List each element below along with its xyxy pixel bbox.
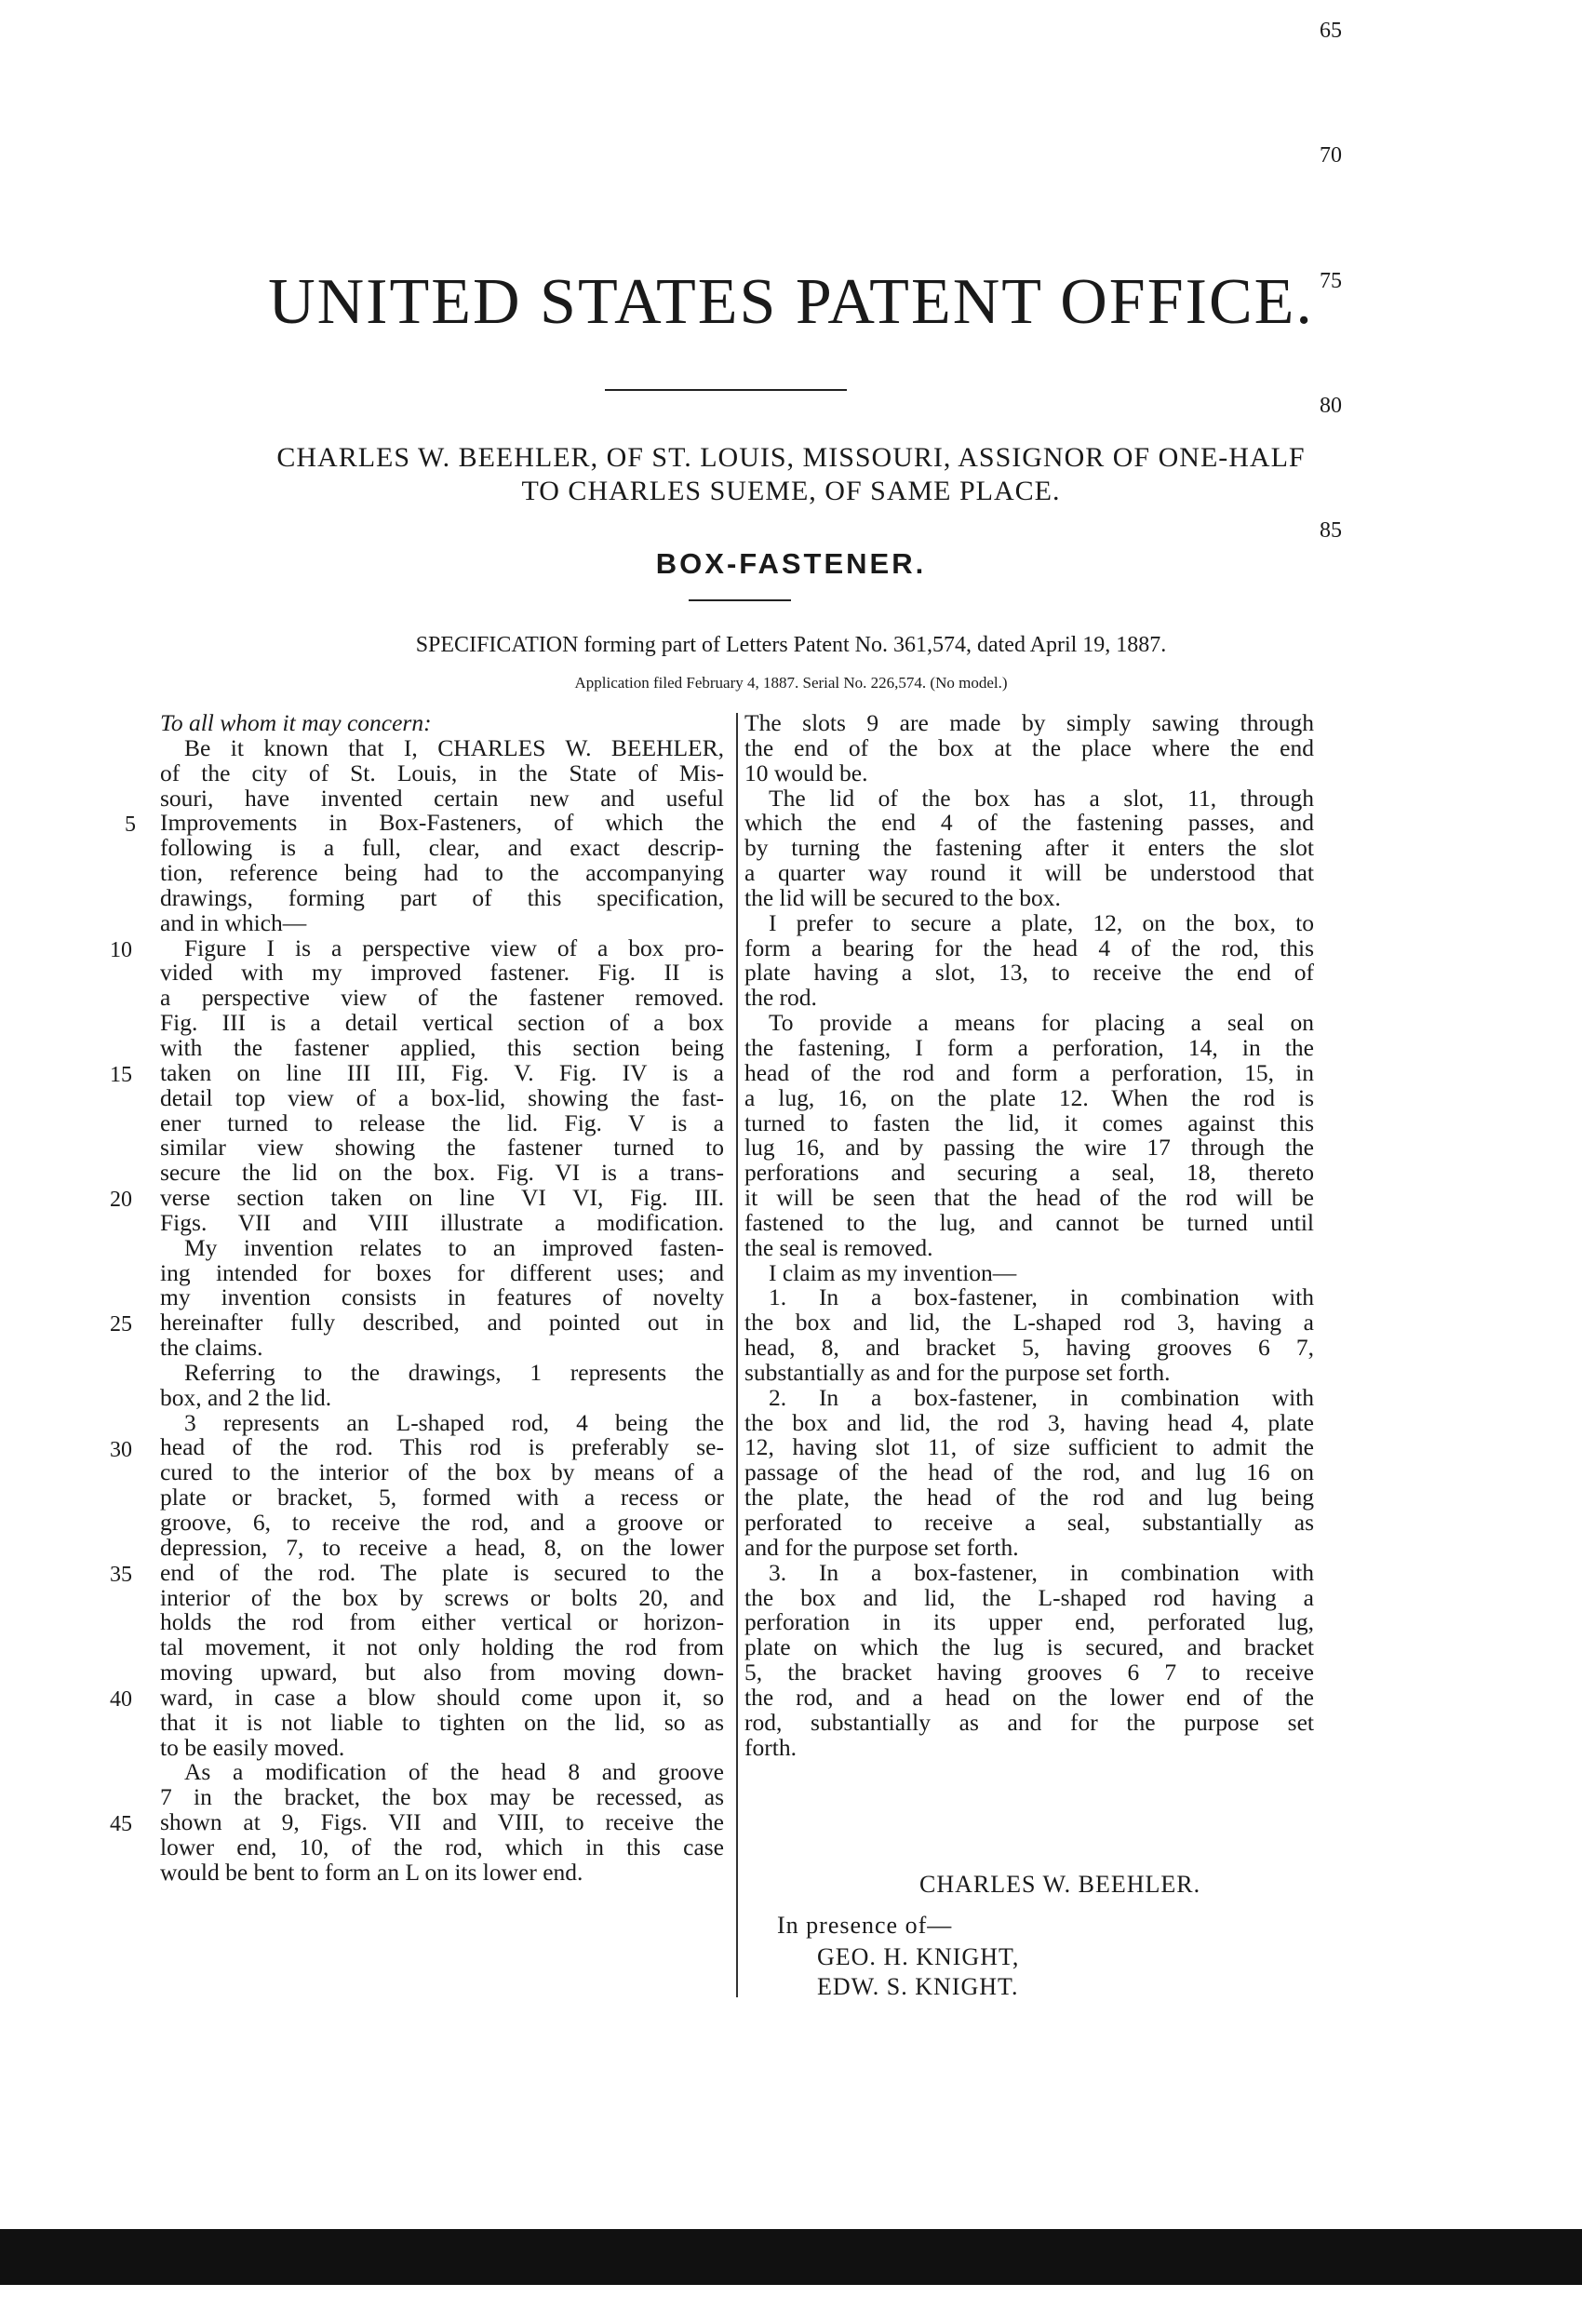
application-line: Application filed February 4, 1887. Serial No. 226,574. (No model.) bbox=[574, 674, 1008, 692]
text-line: shown at 9, Figs. VII and VIII, to receive the bbox=[160, 1808, 724, 1836]
text-line: lug 16, and by passing the wire 17 through the bbox=[744, 1134, 1314, 1162]
text-line: 1. In a box-fastener, in combination with bbox=[769, 1283, 1314, 1311]
patent-subject: BOX-FASTENER. bbox=[655, 547, 927, 580]
text-line: plate or bracket, 5, formed with a recess or bbox=[160, 1484, 724, 1511]
text-line: To provide a means for placing a seal on bbox=[769, 1009, 1314, 1037]
text-line: following is a full, clear, and exact descrip- bbox=[160, 834, 724, 862]
text-line: holds the rod from either vertical or horizon- bbox=[160, 1608, 724, 1636]
text-line: 3 represents an L-shaped rod, 4 being the bbox=[184, 1408, 724, 1436]
text-line: my invention consists in features of novelty bbox=[160, 1283, 724, 1311]
text-line: vided with my improved fastener. Fig. II is bbox=[160, 959, 724, 987]
text-line: head, 8, and bracket 5, having grooves 6 7, bbox=[744, 1334, 1314, 1362]
text-line: a lug, 16, on the plate 12. When the rod is bbox=[744, 1083, 1314, 1111]
line-number: 10 bbox=[110, 937, 132, 962]
text-line: the box and lid, the L-shaped rod 3, having a bbox=[744, 1309, 1314, 1337]
text-line: ing intended for boxes for different uses; and bbox=[160, 1258, 724, 1286]
text-line: perforation in its upper end, perforated lug, bbox=[744, 1608, 1314, 1636]
text-line: perforations and securing a seal, 18, thereto bbox=[744, 1159, 1314, 1187]
text-line: 12, having slot 11, of size sufficient to admit the bbox=[744, 1433, 1314, 1461]
text-line: The slots 9 are made by simply sawing through bbox=[744, 709, 1314, 736]
text-line: Improvements in Box-Fasteners, of which the bbox=[160, 809, 724, 837]
text-line: the claims. bbox=[160, 1334, 263, 1362]
text-line: Fig. III is a detail vertical section of a box bbox=[160, 1009, 724, 1037]
text-line: it will be seen that the head of the rod will be bbox=[744, 1184, 1314, 1212]
text-line: the box and lid, the L-shaped rod having a bbox=[744, 1583, 1314, 1611]
text-line: that it is not liable to tighten on the lid, so as bbox=[160, 1708, 724, 1736]
text-line: the box and lid, the rod 3, having head 4, plate bbox=[744, 1408, 1314, 1436]
text-line: head of the rod. This rod is preferably se- bbox=[160, 1433, 724, 1461]
text-line: The lid of the box has a slot, 11, through bbox=[769, 784, 1314, 812]
text-line: secure the lid on the box. Fig. VI is a trans- bbox=[160, 1159, 724, 1187]
inventor-line-2: TO CHARLES SUEME, OF SAME PLACE. bbox=[521, 476, 1061, 506]
text-line: Figs. VII and VIII illustrate a modification. bbox=[160, 1208, 724, 1236]
text-line: Referring to the drawings, 1 represents the bbox=[184, 1358, 724, 1386]
text-line: To all whom it may concern: bbox=[160, 709, 432, 736]
line-number: 30 bbox=[110, 1437, 132, 1462]
signature-name: CHARLES W. BEEHLER. bbox=[919, 1871, 1201, 1898]
text-line: a perspective view of the fastener removed. bbox=[160, 984, 724, 1012]
text-line: turned to fasten the lid, it comes against this bbox=[744, 1108, 1314, 1136]
scan-edge-band bbox=[0, 2229, 1582, 2285]
text-line: perforated to receive a seal, substantially as bbox=[744, 1509, 1314, 1536]
inventor-block bbox=[140, 441, 1442, 508]
text-line: the seal is removed. bbox=[744, 1233, 933, 1261]
text-line: tal movement, it not only holding the rod from bbox=[160, 1633, 724, 1661]
text-line: 5, the bracket having grooves 6 7 to receive bbox=[744, 1659, 1314, 1686]
text-line: to be easily moved. bbox=[160, 1733, 345, 1761]
text-line: by turning the fastening after it enters the slot bbox=[744, 834, 1314, 862]
witness-1: GEO. H. KNIGHT, bbox=[817, 1943, 1020, 1970]
text-line: plate on which the lug is secured, and bracket bbox=[744, 1633, 1314, 1661]
text-line: Figure I is a perspective view of a box pro- bbox=[184, 934, 724, 961]
text-line: 7 in the bracket, the box may be recessed, as bbox=[160, 1783, 724, 1811]
text-line: the rod, and a head on the lower end of the bbox=[744, 1683, 1314, 1711]
text-line: and in which— bbox=[160, 908, 307, 936]
right-column bbox=[744, 711, 1314, 1760]
text-line: rod, substantially as and for the purpose set bbox=[744, 1708, 1314, 1736]
text-line: As a modification of the head 8 and groove bbox=[184, 1758, 724, 1786]
text-line: the end of the box at the place where the end bbox=[744, 733, 1314, 761]
line-number: 80 bbox=[1320, 393, 1342, 418]
text-line: ward, in case a blow should come upon it, so bbox=[160, 1683, 724, 1711]
text-line: My invention relates to an improved fasten- bbox=[184, 1233, 724, 1261]
line-number: 25 bbox=[110, 1312, 132, 1337]
text-line: which the end 4 of the fastening passes, and bbox=[744, 809, 1314, 837]
line-number: 70 bbox=[1320, 143, 1342, 168]
office-title: UNITED STATES PATENT OFFICE. bbox=[268, 266, 1314, 338]
text-line: form a bearing for the head 4 of the rod, this bbox=[744, 934, 1314, 961]
text-line: would be bent to form an L on its lower end. bbox=[160, 1858, 583, 1886]
text-line: drawings, forming part of this specification, bbox=[160, 883, 724, 911]
text-line: moving upward, but also from moving down- bbox=[160, 1659, 724, 1686]
text-line: I claim as my invention— bbox=[769, 1258, 1017, 1286]
text-line: 10 would be. bbox=[744, 759, 868, 786]
text-line: 2. In a box-fastener, in combination with bbox=[769, 1383, 1314, 1411]
text-line: I prefer to secure a plate, 12, on the box, to bbox=[769, 908, 1314, 936]
text-line: groove, 6, to receive the rod, and a groove or bbox=[160, 1509, 724, 1536]
text-line: hereinafter fully described, and pointed out in bbox=[160, 1309, 724, 1337]
text-line: head of the rod and form a perforation, 15, in bbox=[744, 1058, 1314, 1086]
witness-2: EDW. S. KNIGHT. bbox=[817, 1973, 1019, 2000]
text-line: plate having a slot, 13, to receive the end of bbox=[744, 959, 1314, 987]
text-line: forth. bbox=[744, 1733, 797, 1761]
text-line: 3. In a box-fastener, in combination with bbox=[769, 1558, 1314, 1586]
text-line: Be it known that I, CHARLES W. BEEHLER, bbox=[184, 733, 724, 761]
specification-line: SPECIFICATION forming part of Letters Patent No. 361,574, dated April 19, 1887. bbox=[415, 633, 1167, 657]
text-line: similar view showing the fastener turned to bbox=[160, 1134, 724, 1162]
line-number: 45 bbox=[110, 1812, 132, 1837]
text-line: detail top view of a box-lid, showing the fast- bbox=[160, 1083, 724, 1111]
line-number: 20 bbox=[110, 1188, 132, 1213]
text-line: fastened to the lug, and cannot be turned until bbox=[744, 1208, 1314, 1236]
text-line: tion, reference being had to the accompanying bbox=[160, 859, 724, 887]
text-line: box, and 2 the lid. bbox=[160, 1383, 332, 1411]
column-divider bbox=[736, 713, 738, 1997]
line-number: 15 bbox=[110, 1062, 132, 1087]
title-rule bbox=[605, 389, 847, 391]
text-line: verse section taken on line VI VI, Fig. III. bbox=[160, 1184, 724, 1212]
line-number: 35 bbox=[110, 1562, 132, 1587]
text-line: the lid will be secured to the box. bbox=[744, 883, 1061, 911]
line-number: 65 bbox=[1320, 19, 1342, 44]
line-number: 85 bbox=[1320, 518, 1342, 544]
text-line: cured to the interior of the box by means of a bbox=[160, 1458, 724, 1486]
text-line: lower end, 10, of the rod, which in this case bbox=[160, 1833, 724, 1861]
text-line: passage of the head of the rod, and lug 16 on bbox=[744, 1458, 1314, 1486]
text-line: souri, have invented certain new and useful bbox=[160, 784, 724, 812]
text-line: depression, 7, to receive a head, 8, on the lower bbox=[160, 1533, 724, 1561]
text-line: interior of the box by screws or bolts 20, and bbox=[160, 1583, 724, 1611]
line-number: 75 bbox=[1320, 268, 1342, 293]
presence-label: In presence of— bbox=[777, 1912, 953, 1939]
text-line: the rod. bbox=[744, 984, 817, 1012]
line-number: 40 bbox=[110, 1687, 132, 1713]
text-line: taken on line III III, Fig. V. Fig. IV is a bbox=[160, 1058, 724, 1086]
text-line: end of the rod. The plate is secured to the bbox=[160, 1558, 724, 1586]
text-line: ener turned to release the lid. Fig. V is a bbox=[160, 1108, 724, 1136]
subject-rule bbox=[689, 599, 791, 601]
text-line: the plate, the head of the rod and lug being bbox=[744, 1484, 1314, 1511]
text-line: substantially as and for the purpose set forth. bbox=[744, 1358, 1171, 1386]
inventor-line-1: CHARLES W. BEEHLER, OF ST. LOUIS, MISSOURI, ASSIGNOR OF ONE-HALF bbox=[276, 442, 1306, 473]
left-column bbox=[160, 711, 724, 1886]
text-line: of the city of St. Louis, in the State of Mis- bbox=[160, 759, 724, 786]
text-line: with the fastener applied, this section being bbox=[160, 1033, 724, 1061]
line-number: 5 bbox=[125, 813, 136, 838]
text-line: a quarter way round it will be understood that bbox=[744, 859, 1314, 887]
text-line: the fastening, I form a perforation, 14, in the bbox=[744, 1033, 1314, 1061]
text-line: and for the purpose set forth. bbox=[744, 1533, 1019, 1561]
